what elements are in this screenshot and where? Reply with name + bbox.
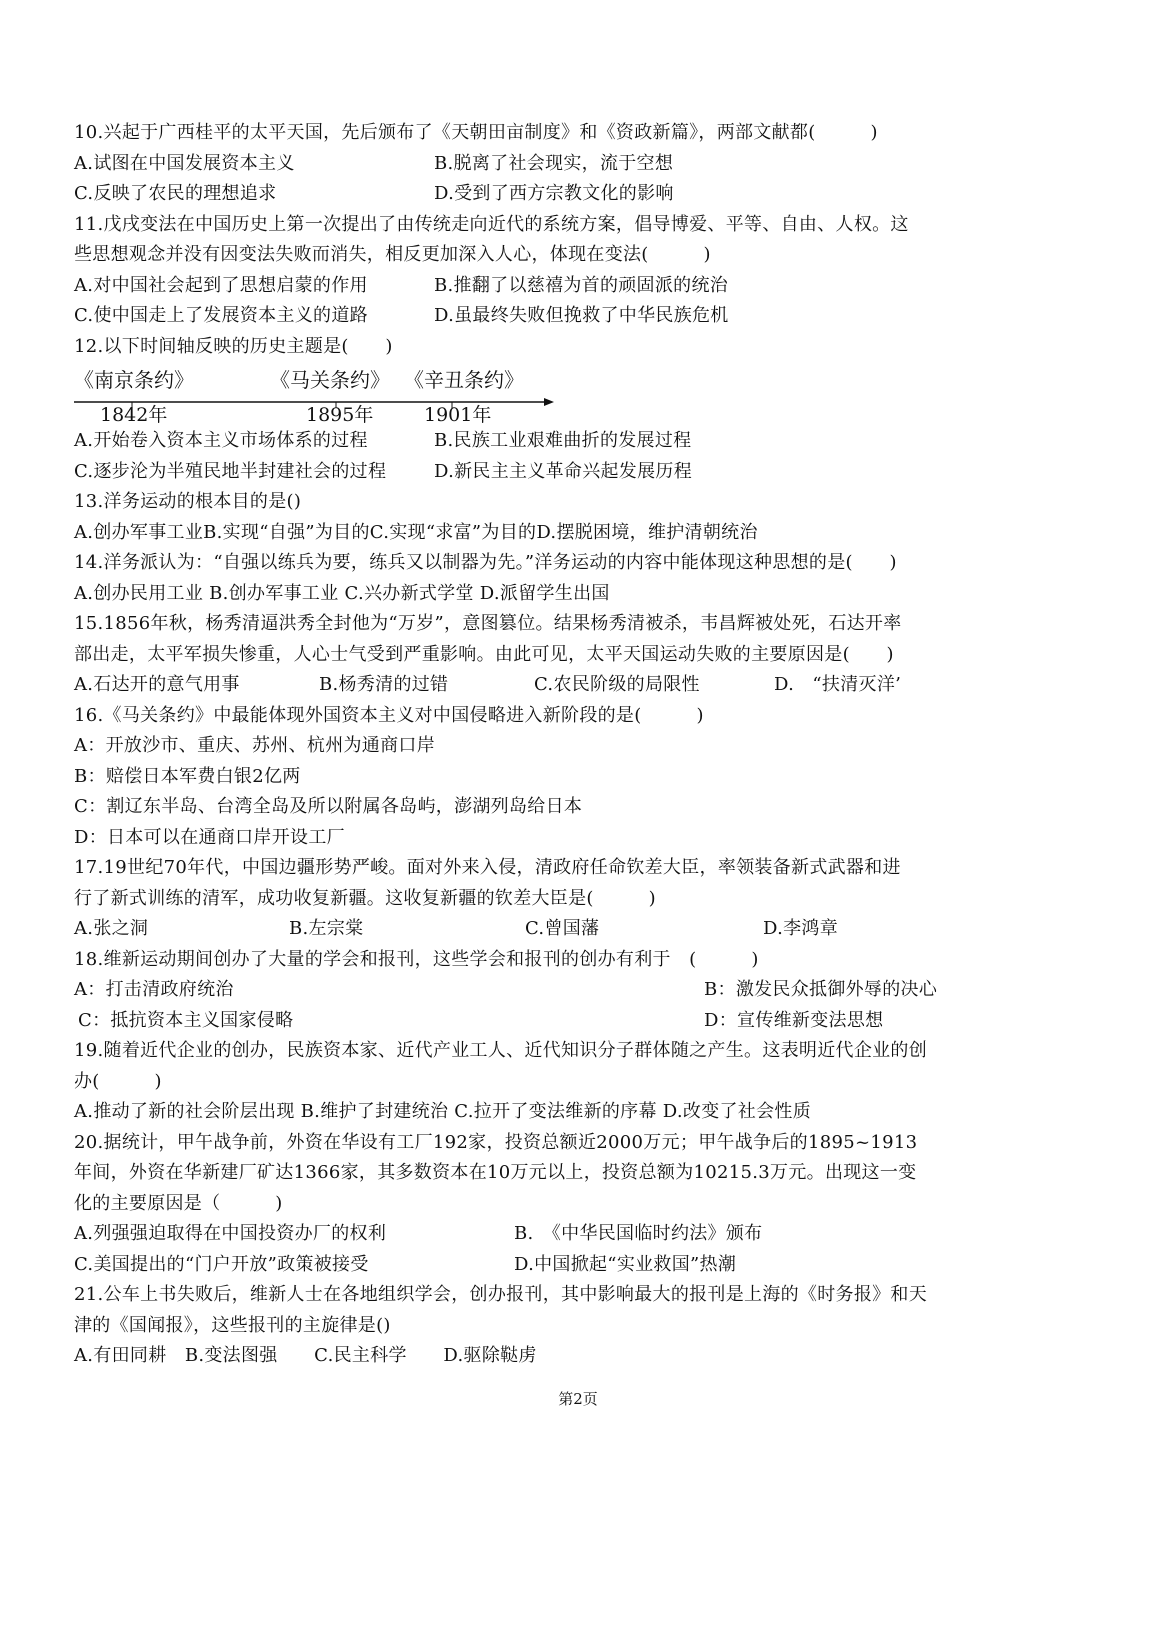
question-21-stem-line2: 津的《国闻报》，这些报刊的主旋律是() (74, 1314, 391, 1336)
question-20-options-row1 (74, 1219, 1034, 1250)
question-17-options (74, 914, 1034, 945)
option-b: B：赔偿日本军费白银2亿两 (74, 765, 301, 787)
option-d: D：宣传维新变法思想 (704, 1009, 884, 1031)
question-12-options-row1 (74, 426, 1034, 457)
exam-page (74, 118, 1034, 1372)
option-a: A.开始卷入资本主义市场体系的过程 (74, 430, 368, 451)
option-c: C：抵抗资本主义国家侵略 (78, 1009, 294, 1031)
question-18-options-row2 (74, 1006, 1034, 1037)
option-c: C.美国提出的“门户开放”政策被接受 (74, 1253, 369, 1275)
option-c: C.逐步沦为半殖民地半封建社会的过程 (74, 460, 387, 482)
question-10-options-row2 (74, 179, 1034, 210)
option-b: B.推翻了以慈禧为首的顽固派的统治 (434, 274, 729, 296)
question-20-stem-line1: 20.据统计，甲午战争前，外资在华设有工厂192家，投资总额近2000万元；甲午战争后的1895~1913 (74, 1131, 918, 1153)
option-a: A.试图在中国发展资本主义 (74, 152, 295, 174)
question-14-options: A.创办民用工业 B.创办军事工业 C.兴办新式学堂 D.派留学生出国 (74, 582, 610, 604)
question-10-stem: 10.兴起于广西桂平的太平天国，先后颁布了《天朝田亩制度》和《资政新篇》，两部文献都( ) (74, 122, 878, 143)
question-20-stem-line2: 年间，外资在华新建厂矿达1366家，其多数资本在10万元以上，投资总额为10215.3万元。出现这一变 (74, 1162, 917, 1183)
page-number: 第2页 (558, 1390, 598, 1408)
option-c: C.使中国走上了发展资本主义的道路 (74, 305, 368, 326)
question-19-stem-line1: 19.随着近代企业的创办，民族资本家、近代产业工人、近代知识分子群体随之产生。这表明近代企业的创 (74, 1040, 928, 1061)
question-11-stem-line1: 11.戊戌变法在中国历史上第一次提出了由传统走向近代的系统方案，倡导博爱、平等、自由、人权。这 (74, 213, 909, 235)
option-c: C.反映了农民的理想追求 (74, 183, 277, 204)
question-11-stem-line2: 些思想观念并没有因变法失败而消失，相反更加深入人心，体现在变法( ) (74, 244, 711, 265)
option-c: C.曾国藩 (525, 918, 600, 939)
option-b: B：激发民众抵御外辱的决心 (704, 979, 938, 1000)
option-c: C：割辽东半岛、台湾全岛及所以附属各岛屿，澎湖列岛给日本 (74, 796, 583, 817)
option-d: D.中国掀起“实业救国”热潮 (514, 1253, 737, 1275)
option-d: D.新民主主义革命兴起发展历程 (434, 460, 693, 482)
option-b: B.左宗棠 (289, 918, 364, 939)
question-17-stem-line1: 17.19世纪70年代，中国边疆形势严峻。面对外来入侵，清政府任命钦差大臣，率领装备新式武器和进 (74, 857, 901, 878)
question-16-stem: 16.《马关条约》中最能体现外国资本主义对中国侵略进入新阶段的是( ) (74, 704, 704, 726)
question-15-stem-line1: 15.1856年秋，杨秀清逼洪秀全封他为“万岁”，意图篡位。结果杨秀清被杀，韦昌辉被处死，石达开率 (74, 613, 902, 634)
question-20-stem-line3: 化的主要原因是（ ) (74, 1192, 283, 1214)
question-13-stem: 13.洋务运动的根本目的是() (74, 491, 302, 512)
option-b: B.杨秀清的过错 (319, 674, 449, 695)
question-15-stem-line2: 部出走，太平军损失惨重，人心士气受到严重影响。由此可见，太平天国运动失败的主要原因是( ) (74, 643, 894, 665)
option-a: A：打击清政府统治 (74, 979, 234, 1000)
timeline-label-nanjing: 《南京条约》 (74, 368, 194, 392)
question-10-options-row1 (74, 149, 1034, 180)
option-b: B.民族工业艰难曲折的发展过程 (434, 430, 692, 451)
timeline-year-1842: 1842年 (100, 404, 168, 426)
question-11-options-row2 (74, 301, 1034, 332)
question-21-stem-line1: 21.公车上书失败后，维新人士在各地组织学会，创办报刊，其中影响最大的报刊是上海的《时务报》和天 (74, 1284, 928, 1305)
question-13-options: A.创办军事工业B.实现“自强”为目的C.实现“求富”为目的D.摆脱困境，维护清朝统治 (74, 521, 758, 543)
option-c: C.农民阶级的局限性 (534, 674, 700, 695)
option-d: D.虽最终失败但挽救了中华民族危机 (434, 305, 729, 326)
question-14-stem: 14.洋务派认为：“自强以练兵为要，练兵又以制器为先。”洋务运动的内容中能体现这种思想的是( ) (74, 552, 897, 573)
option-a: A.石达开的意气用事 (74, 674, 240, 695)
option-a: A：开放沙市、重庆、苏州、杭州为通商口岸 (74, 735, 435, 756)
question-19-stem-line2: 办( ) (74, 1070, 162, 1092)
timeline-year-1901: 1901年 (424, 404, 492, 426)
option-a: A.对中国社会起到了思想启蒙的作用 (74, 274, 368, 296)
question-15-options (74, 670, 1034, 701)
question-11-options-row1 (74, 271, 1034, 302)
timeline (74, 362, 1034, 426)
question-18-options-row1 (74, 975, 1034, 1006)
option-b: B. 《中华民国临时约法》颁布 (514, 1223, 763, 1244)
question-20-options-row2 (74, 1250, 1034, 1281)
question-17-stem-line2: 行了新式训练的清军，成功收复新疆。这收复新疆的钦差大臣是( ) (74, 887, 656, 909)
timeline-label-maguan: 《马关条约》 (270, 368, 390, 392)
option-d: D.受到了西方宗教文化的影响 (434, 183, 674, 204)
timeline-label-xinchou: 《辛丑条约》 (404, 368, 524, 392)
option-a: A.张之洞 (74, 918, 149, 939)
question-18-stem: 18.维新运动期间创办了大量的学会和报刊，这些学会和报刊的创办有利于 ( ) (74, 948, 759, 970)
option-b: B.脱离了社会现实，流于空想 (434, 152, 674, 174)
option-a: A.列强强迫取得在中国投资办厂的权利 (74, 1223, 387, 1244)
option-d: D. “扶清灭洋’ (774, 674, 902, 695)
question-12-options-row2 (74, 457, 1034, 488)
option-d: D.李鸿章 (763, 918, 839, 939)
question-19-options: A.推动了新的社会阶层出现 B.维护了封建统治 C.拉开了变法维新的序幕 D.改变了社会性质 (74, 1101, 811, 1122)
timeline-year-1895: 1895年 (306, 404, 374, 426)
option-d: D：日本可以在通商口岸开设工厂 (74, 826, 345, 848)
question-21-options: A.有田同耕 B.变法图强 C.民主科学 D.驱除鞑虏 (74, 1345, 537, 1366)
question-12-stem: 12.以下时间轴反映的历史主题是( ) (74, 335, 393, 357)
